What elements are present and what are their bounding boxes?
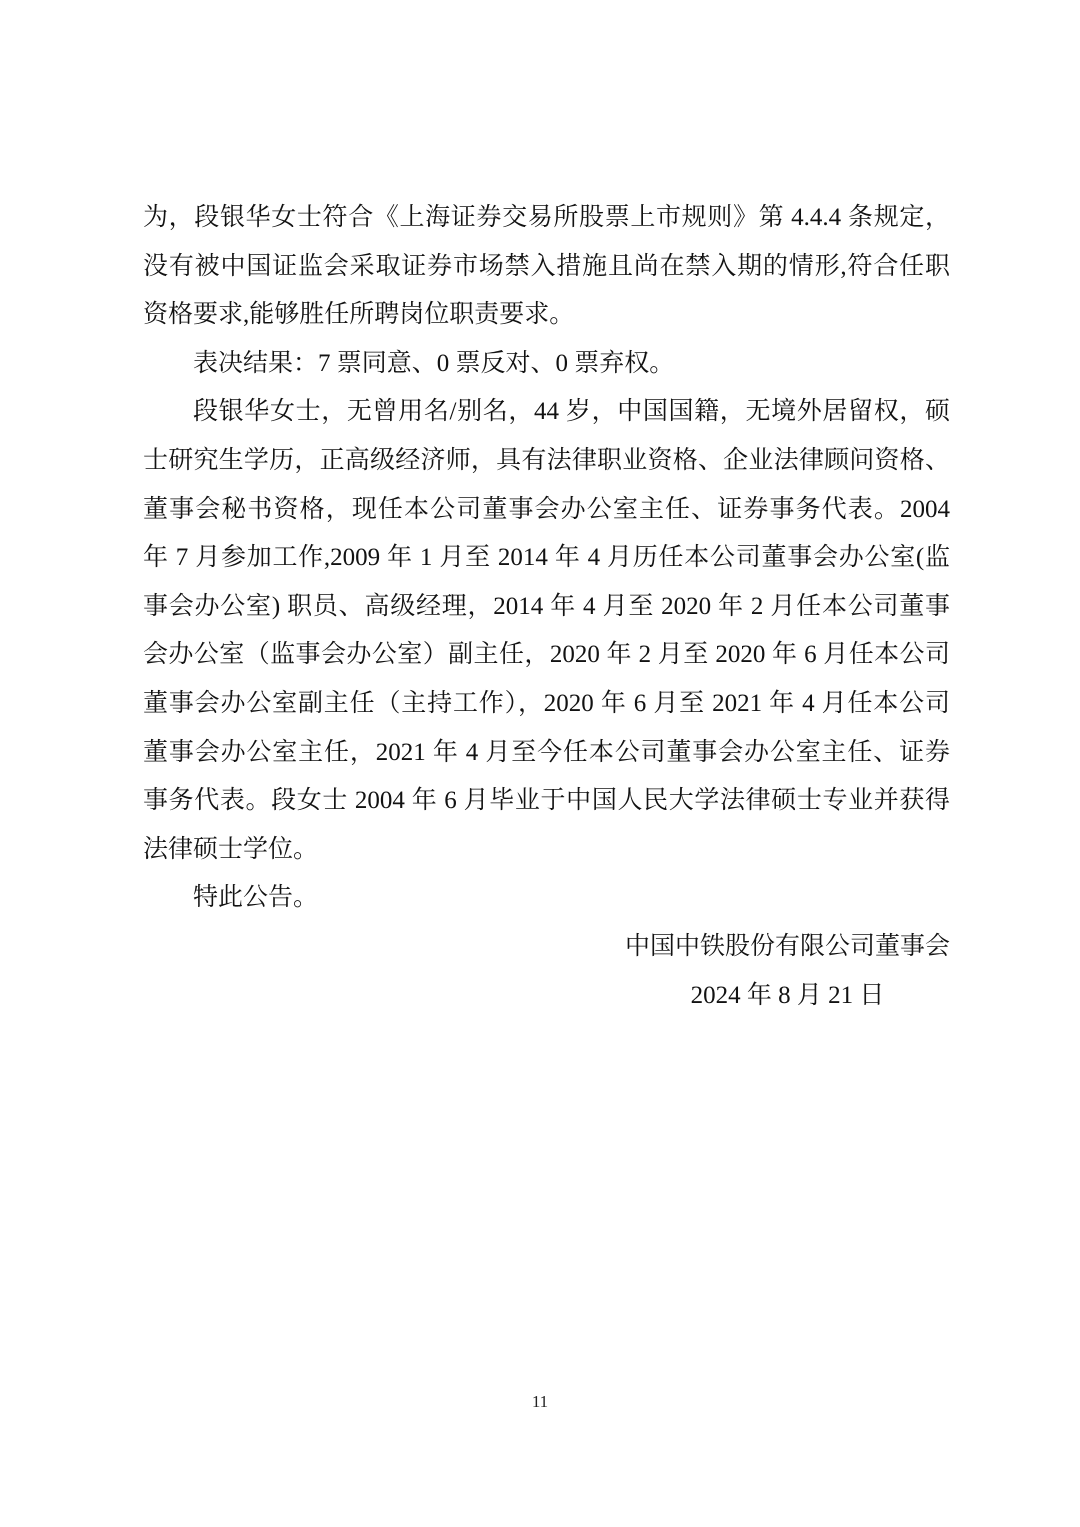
- signature-date: 2024 年 8 月 21 日: [690, 981, 885, 1009]
- text-line: 为，段银华女士符合《上海证券交易所股票上市规则》第 4.4.4 条规定，: [143, 204, 950, 231]
- text-line: 法律硕士学位。: [143, 835, 319, 863]
- text-line: 资格要求,能够胜任所聘岗位职责要求。: [143, 301, 575, 329]
- text-line: 段银华女士，无曾用名/别名，44 岁，中国国籍，无境外居留权，硕: [193, 398, 950, 426]
- text-line: 事务代表。段女士 2004 年 6 月毕业于中国人民大学法律硕士专业并获得: [143, 787, 950, 815]
- text-line: 董事会秘书资格，现任本公司董事会办公室主任、证券事务代表。2004: [143, 495, 950, 523]
- text-line: 士研究生学历，正高级经济师，具有法律职业资格、企业法律顾问资格、: [143, 446, 950, 474]
- signature-block: [625, 923, 950, 1020]
- text-line: 董事会办公室主任，2021 年 4 月至今任本公司董事会办公室主任、证券: [143, 738, 950, 766]
- text-line: 事会办公室) 职员、高级经理，2014 年 4 月至 2020 年 2 月任本公司董事: [143, 592, 950, 620]
- page-number: 11: [531, 1392, 549, 1411]
- text-line: 没有被中国证监会采取证券市场禁入措施且尚在禁入期的情形,符合任职: [143, 252, 950, 280]
- body-text: [143, 194, 950, 1020]
- text-line: 董事会办公室副主任（主持工作），2020 年 6 月至 2021 年 4 月任本公司: [143, 689, 950, 717]
- text-line: 特此公告。: [193, 884, 319, 912]
- signature-company: 中国中铁股份有限公司董事会: [624, 932, 950, 960]
- text-line: 会办公室（监事会办公室）副主任，2020 年 2 月至 2020 年 6 月任本公司: [143, 641, 950, 669]
- text-line: 年 7 月参加工作,2009 年 1 月至 2014 年 4 月历任本公司董事会办公室(监: [143, 544, 950, 572]
- text-line: 表决结果：7 票同意、0 票反对、0 票弃权。: [193, 349, 675, 377]
